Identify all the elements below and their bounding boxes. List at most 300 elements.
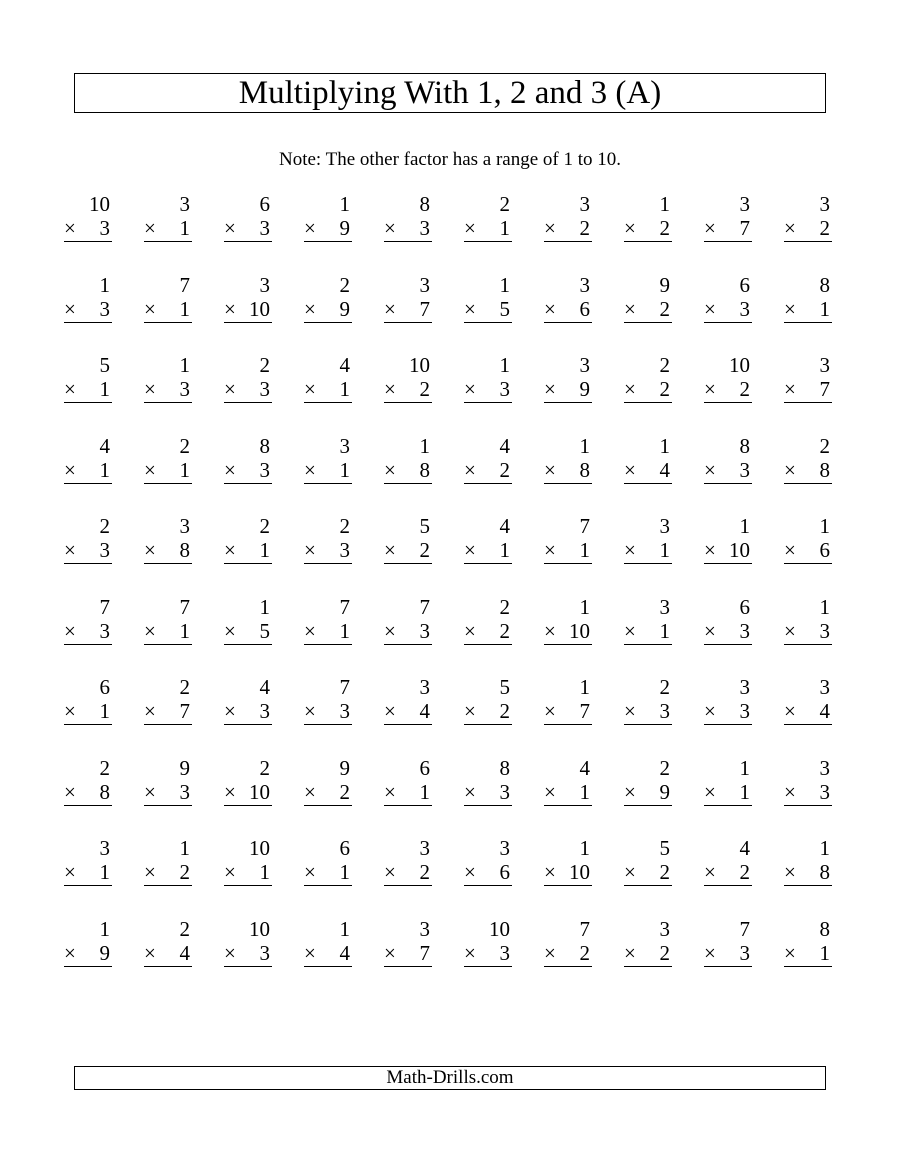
bottom-factor: 8 <box>179 538 190 562</box>
bottom-line <box>304 942 352 967</box>
top-factor: 3 <box>659 594 670 619</box>
problem-row <box>56 193 856 274</box>
times-sign: × <box>384 940 396 965</box>
times-sign: × <box>384 860 396 884</box>
problem-row <box>56 676 856 757</box>
bottom-line <box>304 298 352 323</box>
top-factor: 7 <box>339 594 350 619</box>
times-sign: × <box>544 618 556 643</box>
top-factor: 5 <box>99 353 110 377</box>
top-factor: 6 <box>739 594 750 619</box>
times-sign: × <box>304 618 316 643</box>
bottom-factor: 1 <box>499 216 510 240</box>
times-sign: × <box>64 940 76 965</box>
bottom-factor: 7 <box>739 216 750 240</box>
bottom-line <box>64 861 112 886</box>
problem <box>136 676 216 757</box>
problem <box>376 274 456 355</box>
bottom-line <box>544 378 592 403</box>
top-factor: 7 <box>179 594 190 619</box>
bottom-line <box>64 942 112 967</box>
times-sign: × <box>624 296 636 321</box>
bottom-factor: 1 <box>179 457 190 482</box>
top-factor: 1 <box>579 594 590 619</box>
bottom-line <box>304 539 352 564</box>
problem <box>456 596 536 677</box>
bottom-line <box>544 700 592 725</box>
bottom-factor: 4 <box>339 940 350 965</box>
times-sign: × <box>224 618 236 643</box>
times-sign: × <box>544 538 556 562</box>
problem <box>536 837 616 918</box>
bottom-line <box>224 942 272 967</box>
times-sign: × <box>784 296 796 321</box>
problem <box>296 193 376 274</box>
bottom-factor: 3 <box>259 699 270 723</box>
problem <box>616 515 696 596</box>
bottom-factor: 8 <box>819 860 830 884</box>
bottom-factor: 9 <box>339 296 350 321</box>
top-factor: 9 <box>179 755 190 780</box>
top-factor: 3 <box>419 272 430 297</box>
times-sign: × <box>704 457 716 482</box>
bottom-factor: 3 <box>499 779 510 804</box>
bottom-line <box>784 378 832 403</box>
times-sign: × <box>544 377 556 401</box>
top-factor: 2 <box>499 594 510 619</box>
top-factor: 1 <box>819 594 830 619</box>
top-factor: 8 <box>739 433 750 458</box>
bottom-line <box>544 620 592 645</box>
bottom-line <box>304 861 352 886</box>
bottom-line <box>704 378 752 403</box>
problem-grid <box>56 193 856 998</box>
problem <box>56 596 136 677</box>
problem <box>536 274 616 355</box>
bottom-line <box>544 298 592 323</box>
times-sign: × <box>224 779 236 804</box>
bottom-line <box>304 378 352 403</box>
bottom-line <box>224 217 272 242</box>
top-factor: 1 <box>339 192 350 216</box>
times-sign: × <box>784 860 796 884</box>
problem <box>696 193 776 274</box>
problem <box>56 515 136 596</box>
times-sign: × <box>144 216 156 240</box>
times-sign: × <box>464 296 476 321</box>
bottom-factor: 3 <box>339 538 350 562</box>
problem <box>216 354 296 435</box>
times-sign: × <box>784 457 796 482</box>
top-factor: 1 <box>739 755 750 780</box>
times-sign: × <box>304 699 316 723</box>
bottom-factor: 3 <box>819 618 830 643</box>
times-sign: × <box>144 860 156 884</box>
problem <box>536 354 616 435</box>
bottom-line <box>464 539 512 564</box>
top-factor: 2 <box>259 353 270 377</box>
problem <box>696 515 776 596</box>
bottom-factor: 1 <box>579 538 590 562</box>
top-factor: 2 <box>99 755 110 780</box>
bottom-line <box>704 700 752 725</box>
bottom-factor: 3 <box>739 940 750 965</box>
problem <box>216 757 296 838</box>
top-factor: 4 <box>579 755 590 780</box>
top-factor: 3 <box>819 353 830 377</box>
problem <box>56 354 136 435</box>
problem-row <box>56 918 856 999</box>
top-factor: 1 <box>659 433 670 458</box>
top-factor: 9 <box>659 272 670 297</box>
bottom-factor: 1 <box>499 538 510 562</box>
top-factor: 6 <box>419 755 430 780</box>
bottom-factor: 1 <box>259 538 270 562</box>
top-factor: 1 <box>659 192 670 216</box>
bottom-line <box>64 539 112 564</box>
bottom-factor: 3 <box>99 538 110 562</box>
bottom-factor: 2 <box>419 377 430 401</box>
bottom-factor: 1 <box>99 377 110 401</box>
times-sign: × <box>304 296 316 321</box>
problem <box>696 596 776 677</box>
bottom-line <box>384 942 432 967</box>
problem <box>56 757 136 838</box>
top-factor: 3 <box>419 836 430 860</box>
bottom-factor: 10 <box>249 779 270 804</box>
top-factor: 7 <box>99 594 110 619</box>
bottom-factor: 2 <box>659 296 670 321</box>
bottom-line <box>64 620 112 645</box>
bottom-line <box>304 217 352 242</box>
problem <box>56 837 136 918</box>
top-factor: 10 <box>489 916 510 941</box>
times-sign: × <box>64 618 76 643</box>
bottom-factor: 3 <box>419 216 430 240</box>
bottom-factor: 1 <box>179 216 190 240</box>
bottom-factor: 3 <box>499 377 510 401</box>
top-factor: 5 <box>499 675 510 699</box>
problem <box>376 596 456 677</box>
bottom-line <box>464 861 512 886</box>
bottom-line <box>224 298 272 323</box>
times-sign: × <box>304 860 316 884</box>
times-sign: × <box>704 377 716 401</box>
problem <box>456 193 536 274</box>
top-factor: 3 <box>739 675 750 699</box>
times-sign: × <box>304 538 316 562</box>
problem <box>136 596 216 677</box>
problem <box>376 918 456 999</box>
top-factor: 7 <box>579 916 590 941</box>
top-factor: 2 <box>499 192 510 216</box>
bottom-factor: 1 <box>419 779 430 804</box>
top-factor: 3 <box>499 836 510 860</box>
problem <box>616 193 696 274</box>
problem-row <box>56 435 856 516</box>
times-sign: × <box>704 860 716 884</box>
times-sign: × <box>144 457 156 482</box>
problem <box>616 918 696 999</box>
bottom-factor: 2 <box>339 779 350 804</box>
top-factor: 8 <box>259 433 270 458</box>
bottom-line <box>144 781 192 806</box>
bottom-factor: 7 <box>579 699 590 723</box>
bottom-line <box>384 298 432 323</box>
bottom-line <box>384 378 432 403</box>
bottom-factor: 3 <box>419 618 430 643</box>
problem <box>616 435 696 516</box>
problem <box>776 515 856 596</box>
times-sign: × <box>144 377 156 401</box>
problem <box>456 435 536 516</box>
top-factor: 1 <box>819 514 830 538</box>
bottom-line <box>544 861 592 886</box>
bottom-line <box>784 620 832 645</box>
problem <box>776 757 856 838</box>
bottom-factor: 3 <box>739 618 750 643</box>
bottom-line <box>144 942 192 967</box>
times-sign: × <box>464 779 476 804</box>
times-sign: × <box>544 699 556 723</box>
bottom-factor: 6 <box>499 860 510 884</box>
times-sign: × <box>784 779 796 804</box>
bottom-line <box>784 217 832 242</box>
bottom-line <box>144 378 192 403</box>
times-sign: × <box>544 216 556 240</box>
top-factor: 3 <box>659 514 670 538</box>
problem <box>216 596 296 677</box>
bottom-factor: 8 <box>419 457 430 482</box>
times-sign: × <box>784 538 796 562</box>
bottom-line <box>624 942 672 967</box>
top-factor: 1 <box>99 272 110 297</box>
times-sign: × <box>64 779 76 804</box>
problem-row <box>56 354 856 435</box>
top-factor: 3 <box>419 675 430 699</box>
times-sign: × <box>64 296 76 321</box>
times-sign: × <box>784 699 796 723</box>
problem <box>616 354 696 435</box>
problem <box>776 435 856 516</box>
bottom-line <box>544 781 592 806</box>
bottom-line <box>784 781 832 806</box>
bottom-line <box>624 539 672 564</box>
bottom-line <box>384 861 432 886</box>
bottom-line <box>224 781 272 806</box>
top-factor: 6 <box>99 675 110 699</box>
problem <box>536 918 616 999</box>
times-sign: × <box>544 296 556 321</box>
bottom-factor: 4 <box>419 699 430 723</box>
times-sign: × <box>384 779 396 804</box>
times-sign: × <box>624 860 636 884</box>
times-sign: × <box>224 377 236 401</box>
top-factor: 3 <box>259 272 270 297</box>
bottom-factor: 1 <box>99 699 110 723</box>
problem <box>216 676 296 757</box>
times-sign: × <box>704 296 716 321</box>
problem <box>296 354 376 435</box>
times-sign: × <box>784 618 796 643</box>
times-sign: × <box>464 699 476 723</box>
bottom-factor: 3 <box>259 457 270 482</box>
bottom-line <box>144 459 192 484</box>
top-factor: 10 <box>89 192 110 216</box>
problem <box>136 274 216 355</box>
bottom-line <box>624 781 672 806</box>
bottom-factor: 10 <box>569 860 590 884</box>
times-sign: × <box>64 699 76 723</box>
times-sign: × <box>144 779 156 804</box>
times-sign: × <box>784 216 796 240</box>
bottom-factor: 2 <box>579 216 590 240</box>
problem <box>456 274 536 355</box>
times-sign: × <box>64 538 76 562</box>
problem <box>376 193 456 274</box>
problem <box>536 193 616 274</box>
bottom-factor: 1 <box>339 457 350 482</box>
bottom-line <box>464 459 512 484</box>
times-sign: × <box>704 538 716 562</box>
bottom-factor: 10 <box>249 296 270 321</box>
bottom-factor: 3 <box>739 457 750 482</box>
top-factor: 4 <box>339 353 350 377</box>
bottom-line <box>704 217 752 242</box>
bottom-line <box>624 378 672 403</box>
top-factor: 5 <box>659 836 670 860</box>
bottom-factor: 1 <box>99 860 110 884</box>
problem <box>376 676 456 757</box>
problem <box>136 515 216 596</box>
top-factor: 2 <box>259 514 270 538</box>
problem <box>136 354 216 435</box>
bottom-factor: 4 <box>659 457 670 482</box>
problem <box>536 676 616 757</box>
problem <box>616 596 696 677</box>
top-factor: 2 <box>659 675 670 699</box>
problem <box>696 354 776 435</box>
bottom-factor: 3 <box>259 216 270 240</box>
times-sign: × <box>64 216 76 240</box>
top-factor: 6 <box>339 836 350 860</box>
bottom-line <box>224 539 272 564</box>
range-note: Note: The other factor has a range of 1 to 10. <box>278 149 622 170</box>
bottom-line <box>64 217 112 242</box>
footer-credit: Math-Drills.com <box>74 1066 826 1090</box>
times-sign: × <box>144 618 156 643</box>
bottom-line <box>784 298 832 323</box>
top-factor: 1 <box>579 675 590 699</box>
bottom-factor: 3 <box>339 699 350 723</box>
bottom-line <box>464 620 512 645</box>
times-sign: × <box>384 618 396 643</box>
bottom-factor: 10 <box>729 538 750 562</box>
bottom-line <box>704 781 752 806</box>
problem <box>456 676 536 757</box>
times-sign: × <box>224 457 236 482</box>
bottom-line <box>704 539 752 564</box>
problem <box>216 918 296 999</box>
bottom-line <box>624 217 672 242</box>
top-factor: 6 <box>739 272 750 297</box>
problem <box>696 435 776 516</box>
bottom-factor: 2 <box>659 860 670 884</box>
bottom-factor: 2 <box>419 538 430 562</box>
problem <box>56 918 136 999</box>
bottom-factor: 2 <box>659 940 670 965</box>
problem <box>56 193 136 274</box>
times-sign: × <box>704 618 716 643</box>
bottom-line <box>64 298 112 323</box>
problem <box>776 837 856 918</box>
times-sign: × <box>624 377 636 401</box>
times-sign: × <box>464 860 476 884</box>
bottom-line <box>544 539 592 564</box>
worksheet-title: Multiplying With 1, 2 and 3 (A) <box>74 73 826 113</box>
problem <box>696 757 776 838</box>
problem <box>456 354 536 435</box>
top-factor: 1 <box>339 916 350 941</box>
problem <box>536 596 616 677</box>
bottom-line <box>624 861 672 886</box>
bottom-factor: 2 <box>499 457 510 482</box>
times-sign: × <box>624 940 636 965</box>
bottom-line <box>384 217 432 242</box>
bottom-line <box>224 700 272 725</box>
top-factor: 1 <box>259 594 270 619</box>
bottom-factor: 9 <box>99 940 110 965</box>
bottom-factor: 1 <box>99 457 110 482</box>
problem <box>216 435 296 516</box>
bottom-factor: 1 <box>659 538 670 562</box>
bottom-factor: 3 <box>659 699 670 723</box>
bottom-line <box>224 861 272 886</box>
problem <box>296 918 376 999</box>
bottom-factor: 1 <box>179 618 190 643</box>
top-factor: 9 <box>339 755 350 780</box>
bottom-line <box>144 217 192 242</box>
top-factor: 3 <box>99 836 110 860</box>
problem <box>216 274 296 355</box>
bottom-line <box>224 459 272 484</box>
bottom-line <box>544 459 592 484</box>
times-sign: × <box>624 699 636 723</box>
problem <box>616 274 696 355</box>
times-sign: × <box>304 216 316 240</box>
bottom-line <box>224 378 272 403</box>
times-sign: × <box>464 538 476 562</box>
top-factor: 3 <box>579 272 590 297</box>
problem <box>296 837 376 918</box>
bottom-line <box>704 459 752 484</box>
top-factor: 3 <box>739 192 750 216</box>
top-factor: 3 <box>819 755 830 780</box>
bottom-factor: 2 <box>179 860 190 884</box>
bottom-line <box>144 700 192 725</box>
top-factor: 4 <box>99 433 110 458</box>
problem <box>136 193 216 274</box>
times-sign: × <box>624 618 636 643</box>
times-sign: × <box>384 457 396 482</box>
times-sign: × <box>624 457 636 482</box>
problem-row <box>56 757 856 838</box>
bottom-line <box>704 298 752 323</box>
bottom-line <box>784 539 832 564</box>
bottom-line <box>64 700 112 725</box>
bottom-factor: 2 <box>659 216 670 240</box>
top-factor: 3 <box>579 192 590 216</box>
